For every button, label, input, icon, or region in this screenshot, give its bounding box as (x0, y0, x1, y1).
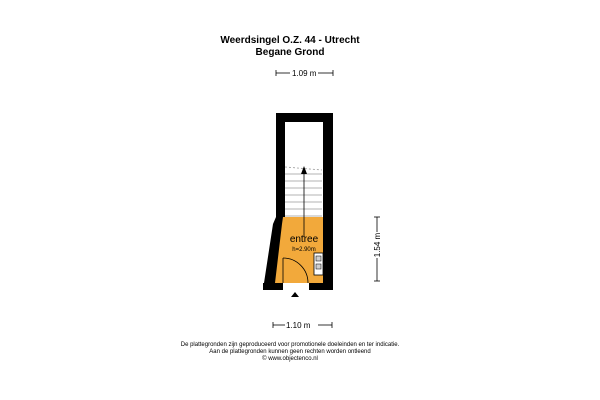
copyright-link[interactable]: © www.objectenco.nl (262, 356, 318, 362)
disclaimer-line-1: De plattegronden zijn geproduceerd voor promotionele doeleinden en ter indicatie. (180, 342, 400, 348)
entrance-arrow-icon (291, 292, 299, 297)
floor-title: Begane Grond (255, 47, 325, 58)
room-height: h=2.90m (292, 247, 316, 253)
side-length-label: 1.54 m (373, 232, 383, 258)
top-width-label: 1.09 m (292, 69, 317, 78)
disclaimer-line-2: Aan de plattegronden kunnen geen rechten worden ontleend (209, 349, 371, 355)
bottom-width-label: 1.10 m (286, 321, 311, 330)
disclaimer (0, 342, 590, 363)
room-name: entree (289, 234, 319, 245)
page-title: Weerdsingel O.Z. 44 - Utrecht (220, 35, 360, 46)
meter-cupboard (314, 253, 323, 275)
